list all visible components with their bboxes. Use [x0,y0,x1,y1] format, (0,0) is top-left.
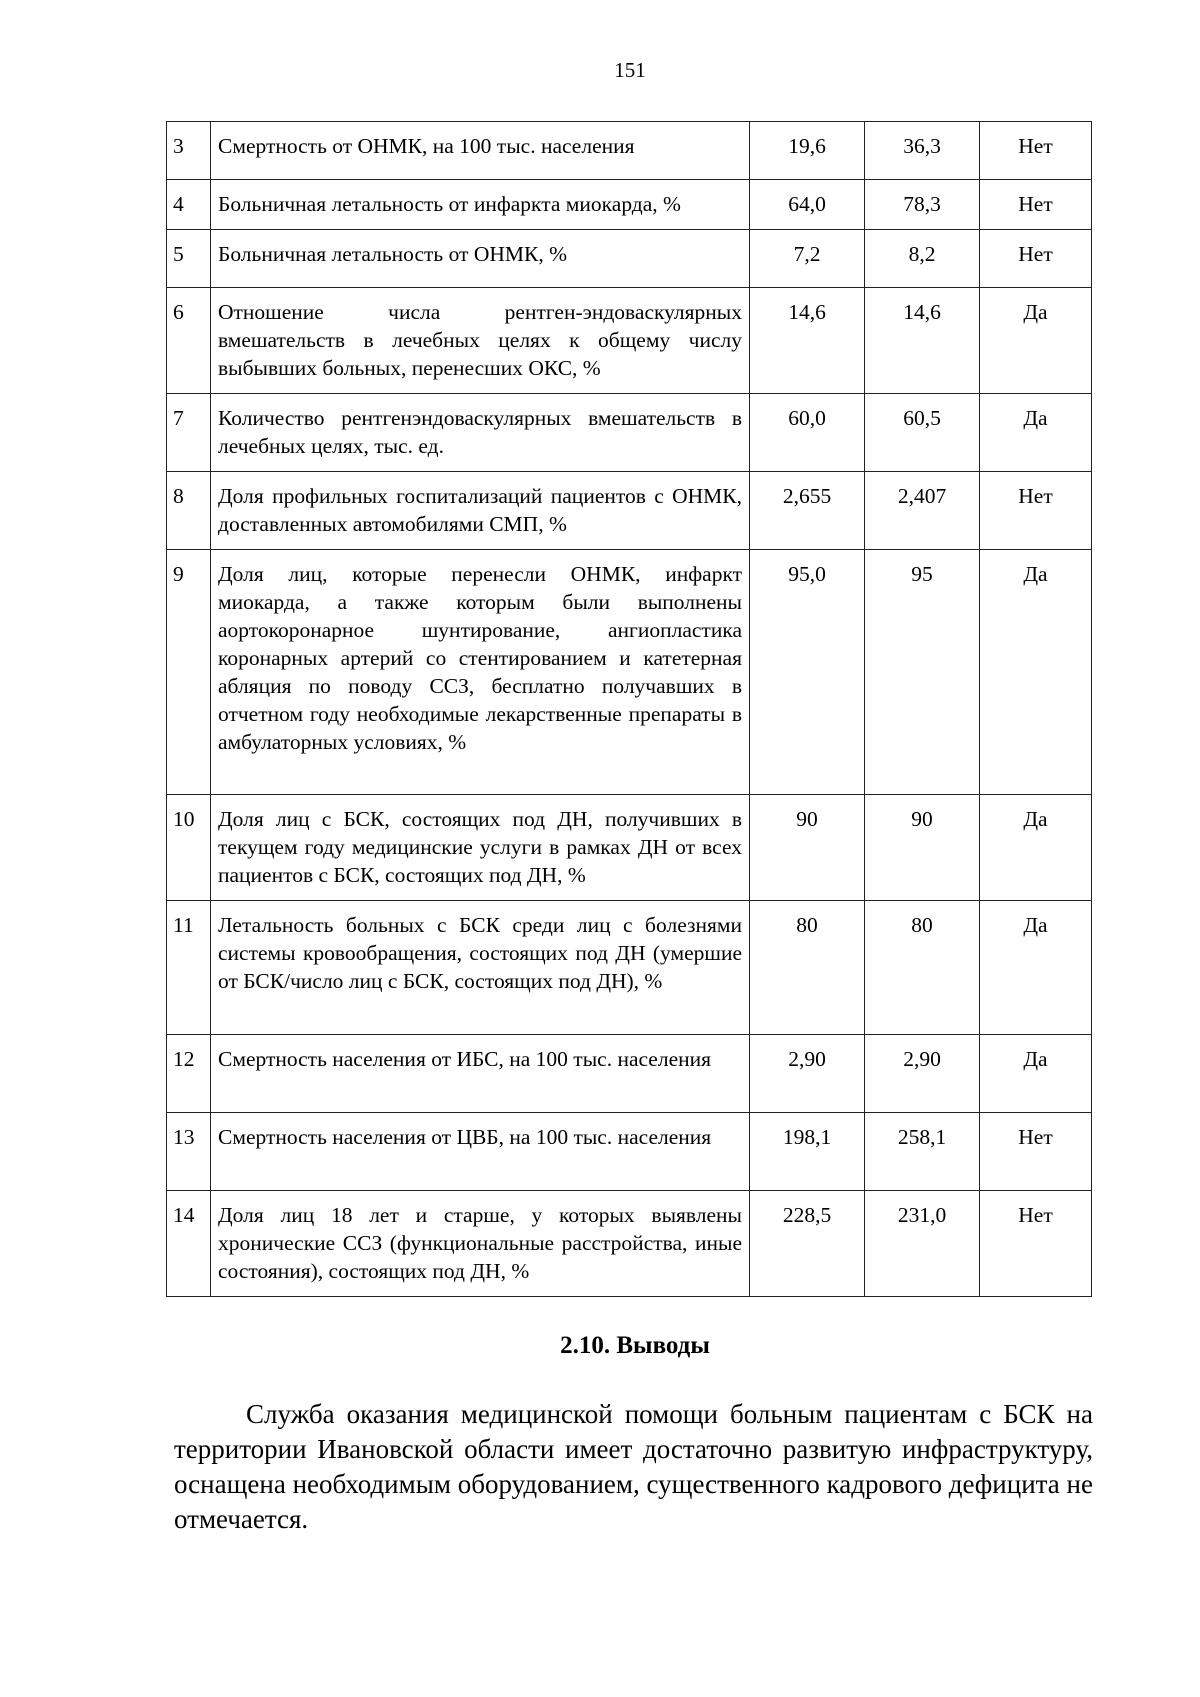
row-number: 8 [167,472,211,550]
row-number: 9 [167,550,211,795]
indicator-name: Летальность больных с БСК среди лиц с болезнями системы кровообращения, состоящих под ДН (умершие от БСК/число лиц с БСК, состоящих под ДН), % [211,901,750,1035]
row-number: 4 [167,180,211,230]
table-row [167,1191,1092,1297]
indicator-name: Доля лиц 18 лет и старше, у которых выявлены хронические ССЗ (функциональные расстройства, иные состояния), состоящих под ДН, % [211,1191,750,1297]
table-row [167,394,1092,472]
achieved-flag: Да [980,901,1092,1035]
value-1: 95,0 [750,550,865,795]
value-1: 7,2 [750,230,865,288]
value-1: 14,6 [750,288,865,394]
value-2: 258,1 [865,1113,980,1191]
value-2: 95 [865,550,980,795]
value-2: 36,3 [865,122,980,180]
indicator-name: Доля лиц, которые перенесли ОНМК, инфаркт миокарда, а также которым были выполнены аортокоронарное шунтирование, ангиопластика коронарных артерий со стентированием и катетерная абляция по поводу ССЗ, бесплатно получавших в отчетном году необходимые лекарственные препараты в амбулаторных условиях, % [211,550,750,795]
value-1: 228,5 [750,1191,865,1297]
value-1: 64,0 [750,180,865,230]
section-heading: 2.10. Выводы [560,1332,710,1359]
value-2: 14,6 [865,288,980,394]
page-number: 151 [614,58,646,82]
achieved-flag: Нет [980,1113,1092,1191]
indicator-name: Отношение числа рентген-эндоваскулярных вмешательств в лечебных целях к общему числу выбывших больных, перенесших ОКС, % [211,288,750,394]
value-2: 60,5 [865,394,980,472]
value-2: 80 [865,901,980,1035]
value-2: 8,2 [865,230,980,288]
achieved-flag: Нет [980,472,1092,550]
row-number: 10 [167,795,211,901]
row-number: 7 [167,394,211,472]
value-1: 90 [750,795,865,901]
value-1: 2,655 [750,472,865,550]
achieved-flag: Нет [980,122,1092,180]
value-2: 231,0 [865,1191,980,1297]
achieved-flag: Нет [980,230,1092,288]
value-2: 78,3 [865,180,980,230]
achieved-flag: Нет [980,180,1092,230]
value-2: 2,407 [865,472,980,550]
indicator-name: Смертность от ОНМК, на 100 тыс. населения [211,122,750,180]
table-row [167,288,1092,394]
value-1: 198,1 [750,1113,865,1191]
row-number: 13 [167,1113,211,1191]
value-1: 19,6 [750,122,865,180]
indicator-name: Количество рентгенэндоваскулярных вмешательств в лечебных целях, тыс. ед. [211,394,750,472]
value-1: 80 [750,901,865,1035]
achieved-flag: Да [980,394,1092,472]
indicator-name: Доля лиц с БСК, состоящих под ДН, получивших в текущем году медицинские услуги в рамках ДН от всех пациентов с БСК, состоящих под ДН, % [211,795,750,901]
value-1: 60,0 [750,394,865,472]
row-number: 5 [167,230,211,288]
value-1: 2,90 [750,1035,865,1113]
indicator-name: Смертность населения от ИБС, на 100 тыс. населения [211,1035,750,1113]
table-row [167,122,1092,180]
table-row [167,550,1092,795]
indicators-table-body [167,122,1092,1297]
row-number: 14 [167,1191,211,1297]
table-row [167,901,1092,1035]
table-row [167,230,1092,288]
value-2: 2,90 [865,1035,980,1113]
value-2: 90 [865,795,980,901]
table-row [167,472,1092,550]
indicator-name: Больничная летальность от инфаркта миокарда, % [211,180,750,230]
achieved-flag: Да [980,1035,1092,1113]
achieved-flag: Да [980,288,1092,394]
table-row [167,180,1092,230]
table-row [167,795,1092,901]
achieved-flag: Да [980,795,1092,901]
indicator-name: Больничная летальность от ОНМК, % [211,230,750,288]
row-number: 6 [167,288,211,394]
row-number: 3 [167,122,211,180]
achieved-flag: Нет [980,1191,1092,1297]
table-row [167,1113,1092,1191]
table-row [167,1035,1092,1113]
indicator-name: Доля профильных госпитализаций пациентов с ОНМК, доставленных автомобилями СМП, % [211,472,750,550]
achieved-flag: Да [980,550,1092,795]
indicator-name: Смертность населения от ЦВБ, на 100 тыс. населения [211,1113,750,1191]
row-number: 12 [167,1035,211,1113]
indicators-table [166,121,1092,1297]
conclusion-paragraph: Служба оказания медицинской помощи больным пациентам с БСК на территории Ивановской области имеет достаточно развитую инфраструктуру, оснащена необходимым оборудованием, существенного кадрового дефицита не отмечается. [174,1399,1093,1534]
row-number: 11 [167,901,211,1035]
